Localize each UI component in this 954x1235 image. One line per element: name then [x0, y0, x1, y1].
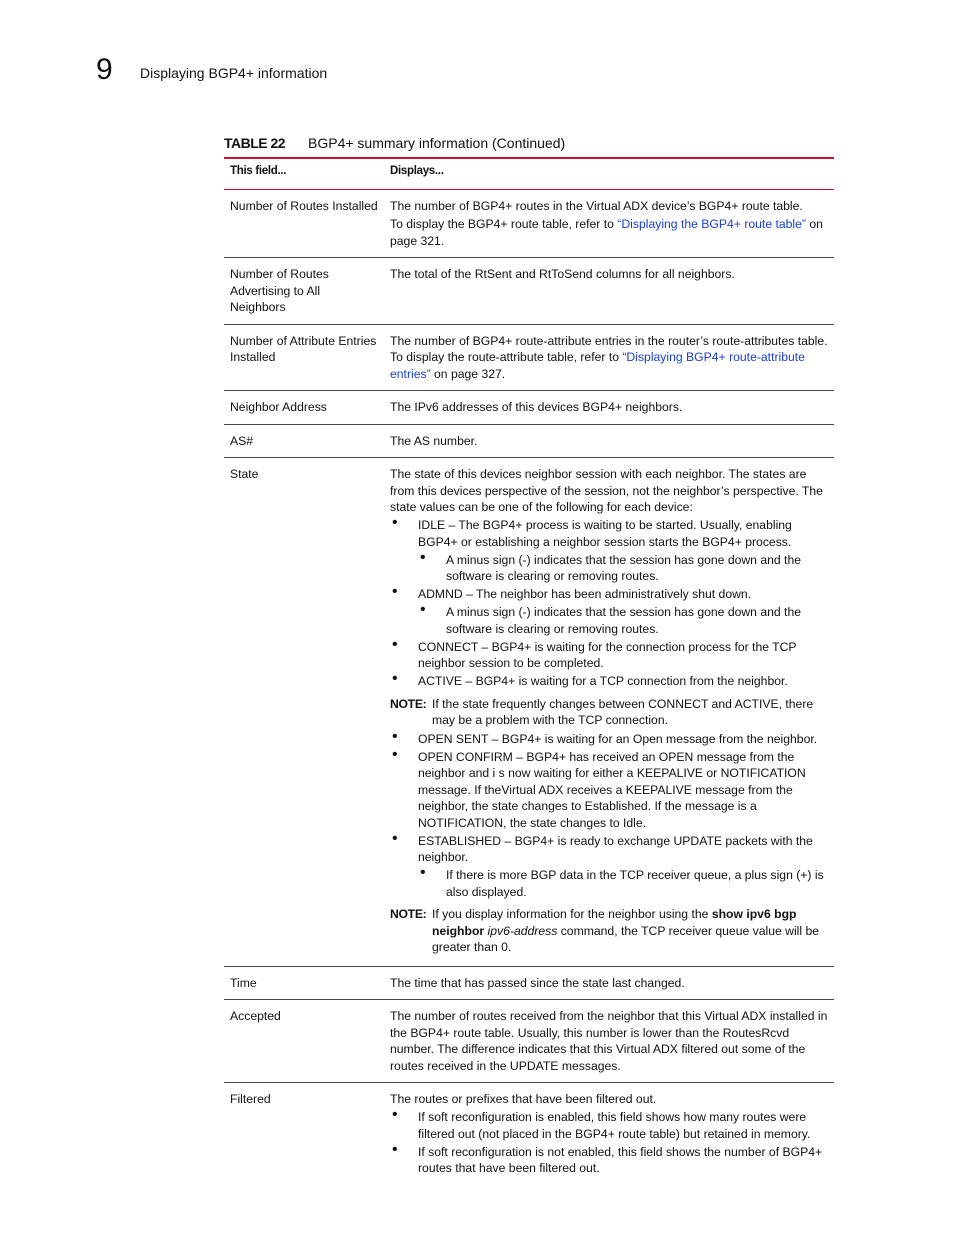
table-row [224, 1000, 834, 1083]
sub-list [418, 867, 828, 900]
field-name: Neighbor Address [224, 391, 384, 425]
note-text [432, 906, 828, 956]
text-run: If you display information for the neighbor using the [432, 907, 712, 921]
table-row [224, 391, 834, 425]
spacer [390, 285, 828, 301]
link-displaying-route-table[interactable]: “Displaying the BGP4+ route table” [617, 217, 806, 231]
field-description [384, 1083, 834, 1185]
description-text: The routes or prefixes that have been filtered out. [390, 1092, 657, 1106]
note [390, 906, 828, 956]
field-description [384, 391, 834, 425]
table-header-row [224, 159, 834, 189]
table-row [224, 966, 834, 1000]
list-item: • A minus sign (-) indicates that the session has gone down and the software is clearing or removing routes. [418, 604, 828, 637]
field-description [384, 458, 834, 967]
text-run: The number of BGP4+ route-attribute entries in the router’s route-attributes table. To display the route-attribute table, refer to [390, 333, 828, 364]
list-item: • If there is more BGP data in the TCP receiver queue, a plus sign (+) is also displayed. [418, 867, 828, 900]
table-row [224, 458, 834, 967]
list-item: • OPEN SENT – BGP4+ is waiting for an Open message from the neighbor. [390, 731, 828, 748]
field-name: Accepted [224, 1000, 384, 1083]
list-item: • If soft reconfiguration is not enabled, this field shows the number of BGP4+ routes that have been filtered out. [390, 1144, 828, 1177]
table-title: BGP4+ summary information (Continued) [308, 135, 566, 151]
field-name: Number of Attribute Entries Installed [224, 324, 384, 391]
description-text: The IPv6 addresses of this devices BGP4+ neighbors. [390, 400, 683, 414]
list-item [390, 517, 828, 585]
column-header-field: This field... [224, 159, 384, 189]
field-name: Number of Routes Installed [224, 189, 384, 258]
description-text: The AS number. [390, 433, 478, 448]
field-name: State [224, 458, 384, 967]
table-row [224, 189, 834, 258]
list-item: • A minus sign (-) indicates that the session has gone down and the software is clearing or removing routes. [418, 552, 828, 585]
description-text: The number of routes received from the neighbor that this Virtual ADX installed in the BGP4+ route table. Usually, this number is lower than the RoutesRcvd number. The difference indicates that this Virtual ADX filtered out some of the routes received in the UPDATE messages. [390, 1009, 828, 1073]
list-item-text: ESTABLISHED – BGP4+ is ready to exchange UPDATE packets with the neighbor. [418, 833, 813, 864]
field-description [384, 258, 834, 325]
list-item: • If soft reconfiguration is enabled, this field shows how many routes were filtered out (not placed in the BGP4+ route table) but retained in memory. [390, 1109, 828, 1142]
note-label: NOTE: [390, 907, 427, 921]
table-row [224, 424, 834, 458]
list-item-text: IDLE – The BGP4+ process is waiting to be started. Usually, enabling BGP4+ or establishing a neighbor session starts the BGP4+ process. [418, 518, 792, 549]
command-text: show ipv6 bgp neighbor [432, 907, 797, 938]
table-caption [224, 135, 565, 151]
description-text: The time that has passed since the state last changed. [390, 975, 685, 990]
text-run: command, the TCP receiver queue value will be greater than 0. [432, 923, 820, 954]
text-run: To display the BGP4+ route table, refer to [390, 217, 618, 231]
state-list [390, 731, 828, 901]
list-item: • ACTIVE – BGP4+ is waiting for a TCP connection from the neighbor. [390, 673, 828, 690]
chapter-number: 9 [96, 53, 113, 86]
table-row [224, 324, 834, 391]
list-item: • OPEN CONFIRM – BGP4+ has received an OPEN message from the neighbor and i s now waiting for either a KEEPALIVE or NOTIFICATION message. If theVirtual ADX receives a KEEPALIVE message from the neighbor, the state changes to Established. If the message is a NOTIFICATION, the state changes to Idle. [390, 749, 828, 832]
field-description [384, 324, 834, 391]
bgp4-summary-table [224, 157, 834, 1185]
chapter-title: Displaying BGP4+ information [140, 65, 328, 81]
note [390, 696, 828, 729]
table-row [224, 1083, 834, 1185]
field-name: AS# [224, 424, 384, 458]
field-name: Filtered [230, 1092, 271, 1106]
argument-text: ipv6-address [487, 923, 558, 938]
list-item-text: ADMND – The neighbor has been administratively shut down. [418, 587, 752, 601]
description-text: The total of the RtSent and RtToSend columns for all neighbors. [390, 267, 735, 281]
note-text: If the state frequently changes between CONNECT and ACTIVE, there may be a problem with the TCP connection. [432, 696, 814, 727]
field-name: Time [224, 966, 384, 1000]
list-item [390, 586, 828, 637]
description-text: The number of BGP4+ routes in the Virtual ADX device’s BGP4+ route table. [390, 198, 803, 213]
field-description [384, 1000, 834, 1083]
field-description [384, 966, 834, 1000]
table-row [224, 258, 834, 325]
column-header-displays: Displays... [384, 159, 834, 189]
state-list [390, 517, 828, 690]
table-number: TABLE 22 [224, 135, 286, 151]
text-run: on page 321. [390, 217, 823, 248]
description-text [390, 333, 828, 383]
text-run: on page 327. [430, 366, 506, 381]
field-description [384, 189, 834, 258]
link-displaying-route-attribute-entries[interactable]: “Displaying BGP4+ route-attribute entries” [390, 350, 805, 381]
note-label: NOTE: [390, 696, 427, 711]
description-text [390, 216, 828, 249]
sub-list [418, 552, 828, 585]
field-name: Number of Routes Advertising to All Neighbors [224, 258, 384, 325]
list-item: • CONNECT – BGP4+ is waiting for the connection process for the TCP neighbor session to be completed. [390, 639, 828, 672]
sub-list [418, 604, 828, 637]
filtered-list [390, 1109, 828, 1177]
description-text: The state of this devices neighbor session with each neighbor. The states are from this devices perspective of the session, not the neighbor’s perspective. The state values can be one of the following for each device: [390, 467, 823, 514]
list-item [390, 833, 828, 901]
field-description [384, 424, 834, 458]
